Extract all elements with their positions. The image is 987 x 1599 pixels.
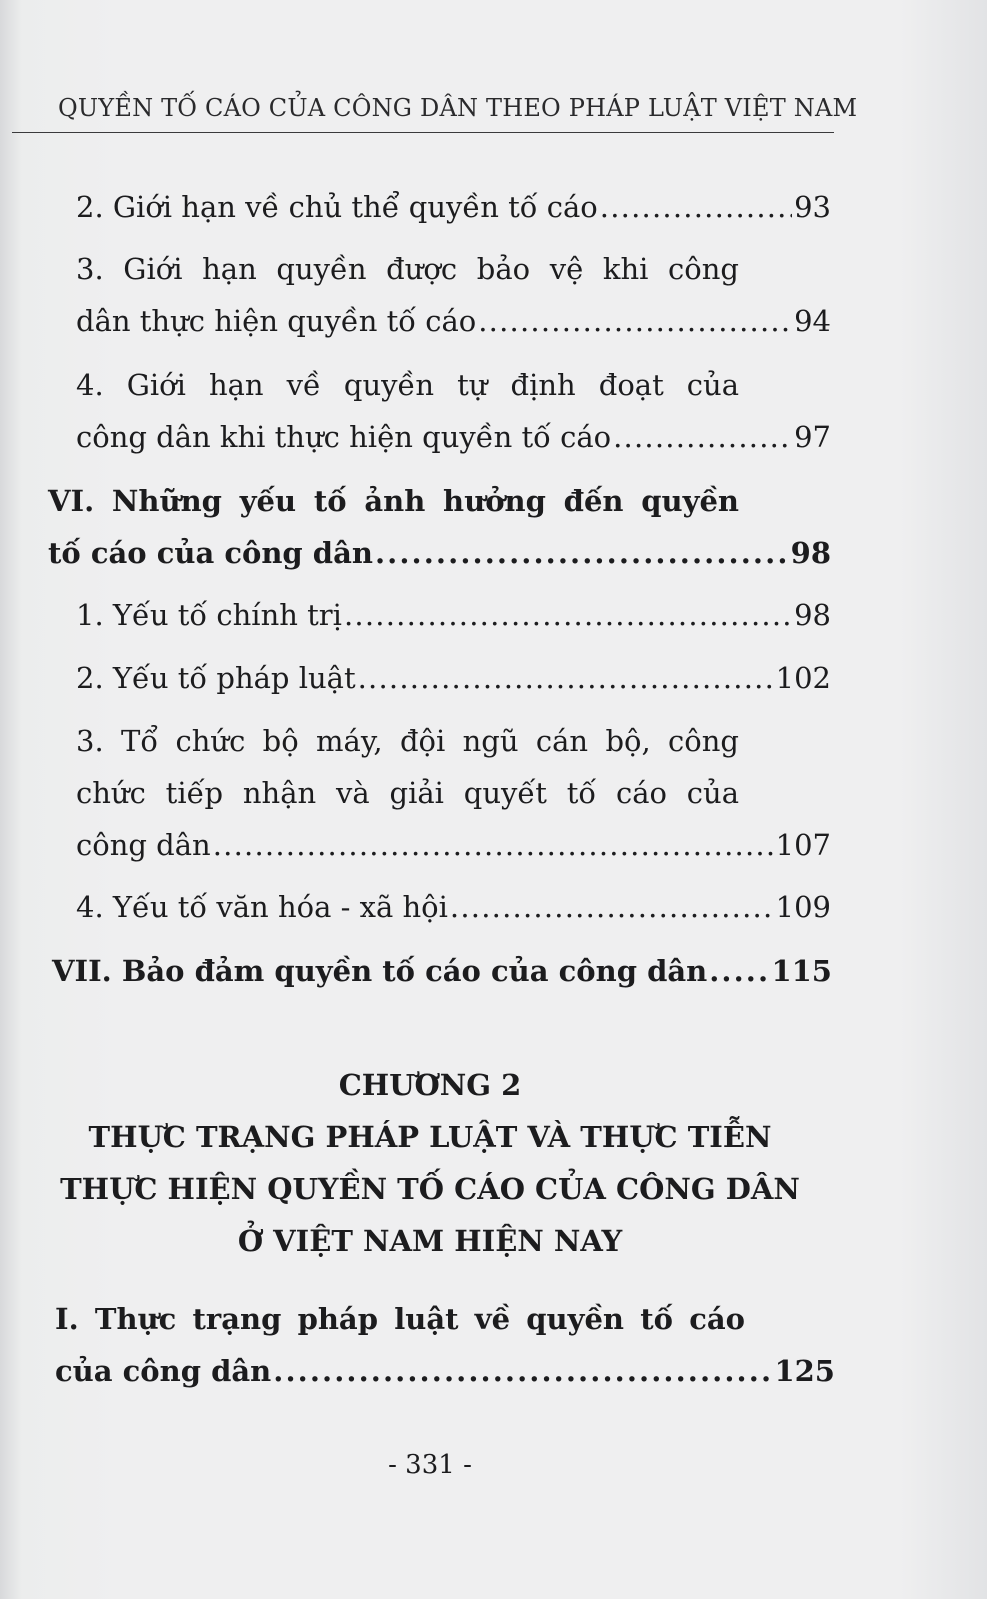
- toc-section-title: tố cáo của công dân: [48, 536, 373, 570]
- page-number: - 331 -: [388, 1450, 472, 1480]
- toc-section-page: 125: [774, 1354, 835, 1388]
- toc-entry-title: dân thực hiện quyền tố cáo: [76, 304, 477, 338]
- leader-dots: [709, 954, 769, 988]
- toc-entry: [76, 420, 831, 462]
- toc-entry: [76, 598, 831, 640]
- toc-entry-line: chức tiếp nhận và giải quyết tố cáo của: [76, 776, 739, 810]
- running-header: QUYỀN TỐ CÁO CỦA CÔNG DÂN THEO PHÁP LUẬT VIỆT NAM: [58, 94, 858, 122]
- toc-entry-page: 94: [794, 304, 831, 338]
- leader-dots: [600, 190, 792, 224]
- toc-entry-page: 109: [775, 890, 831, 924]
- toc-entry-line: 3. Giới hạn quyền được bảo vệ khi công: [76, 252, 739, 286]
- leader-dots: [478, 304, 792, 338]
- toc-section-page: 98: [790, 536, 831, 570]
- leader-dots: [213, 828, 774, 862]
- toc-section: [55, 1354, 835, 1396]
- toc-entry-title: 1. Yếu tố chính trị: [76, 598, 342, 632]
- toc-section-line: VI. Những yếu tố ảnh hưởng đến quyền: [48, 484, 739, 518]
- toc-section-title: VII. Bảo đảm quyền tố cáo của công dân: [52, 954, 708, 988]
- toc-entry: [76, 190, 831, 232]
- leader-dots: [450, 890, 774, 924]
- toc-entry-title: công dân: [76, 828, 211, 862]
- leader-dots: [344, 598, 792, 632]
- toc-entry-page: 97: [794, 420, 831, 454]
- leader-dots: [358, 661, 774, 695]
- toc-section-page: 115: [771, 954, 832, 988]
- toc-entry: [76, 661, 831, 703]
- toc-section: [52, 954, 832, 996]
- chapter-title-line: THỰC HIỆN QUYỀN TỐ CÁO CỦA CÔNG DÂN: [60, 1172, 800, 1206]
- toc-entry-title: công dân khi thực hiện quyền tố cáo: [76, 420, 612, 454]
- toc-entry-page: 93: [794, 190, 831, 224]
- toc-entry-line: 4. Giới hạn về quyền tự định đoạt của: [76, 368, 739, 402]
- chapter-label: CHƯƠNG 2: [338, 1068, 522, 1102]
- toc-entry: [76, 828, 831, 870]
- toc-entry-line: 3. Tổ chức bộ máy, đội ngũ cán bộ, công: [76, 724, 739, 758]
- leader-dots: [375, 536, 789, 570]
- toc-entry-title: 2. Yếu tố pháp luật: [76, 661, 356, 695]
- toc-section: [48, 536, 831, 578]
- chapter-title-line: THỰC TRẠNG PHÁP LUẬT VÀ THỰC TIỄN: [88, 1120, 772, 1154]
- toc-entry-title: 4. Yếu tố văn hóa - xã hội: [76, 890, 448, 924]
- toc-entry-page: 98: [794, 598, 831, 632]
- toc-entry: [76, 304, 831, 346]
- toc-entry-page: 102: [775, 661, 831, 695]
- leader-dots: [273, 1354, 772, 1388]
- toc-section-line: I. Thực trạng pháp luật về quyền tố cáo: [55, 1302, 745, 1336]
- leader-dots: [613, 420, 792, 454]
- toc-entry-page: 107: [775, 828, 831, 862]
- toc-section-title: của công dân: [55, 1354, 272, 1388]
- chapter-title-line: Ở VIỆT NAM HIỆN NAY: [237, 1224, 623, 1258]
- toc-entry: [76, 890, 831, 932]
- toc-entry-title: 2. Giới hạn về chủ thể quyền tố cáo: [76, 190, 598, 224]
